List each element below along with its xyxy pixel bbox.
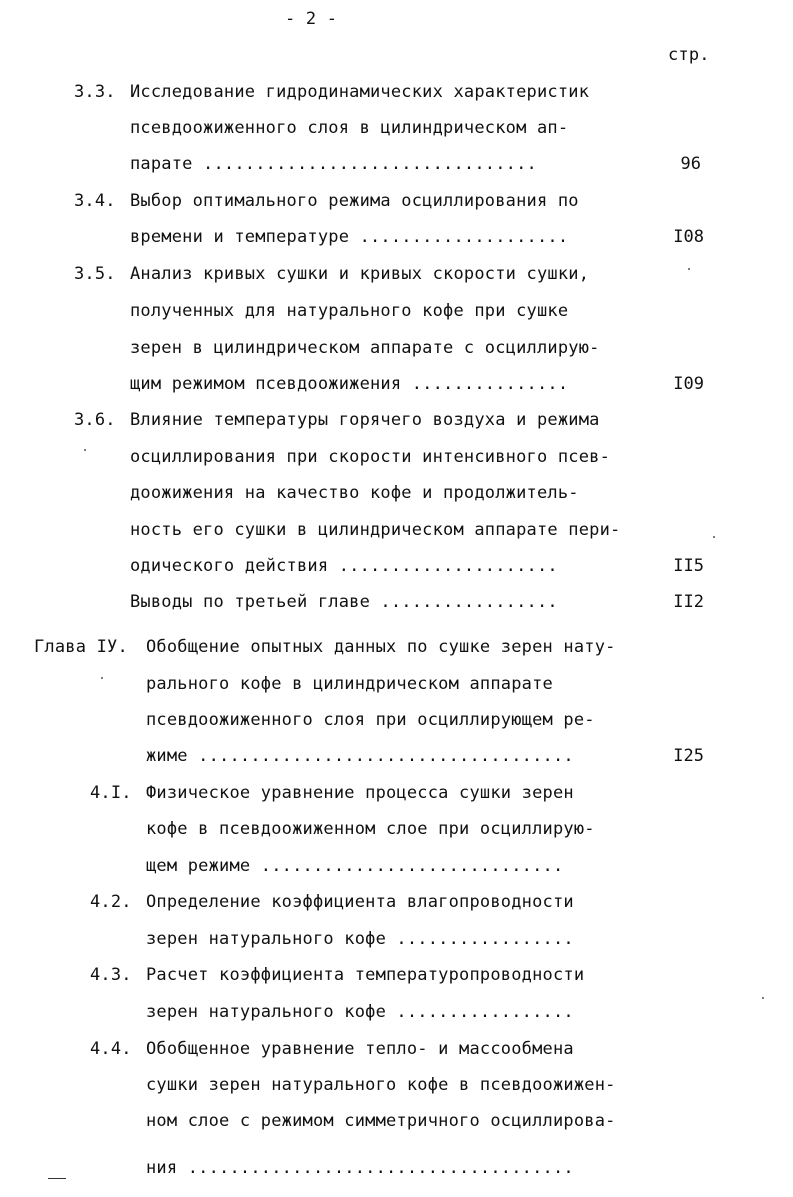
entry-number: 4.2.	[90, 892, 132, 912]
entry-line: жиме ....................................	[146, 746, 574, 766]
entry-number: 3.4.	[74, 191, 116, 211]
scan-speck	[713, 536, 715, 538]
entry-line: кофе в псевдоожиженном слое при осциллирую-	[146, 819, 595, 839]
entry-page: I25	[673, 746, 704, 766]
entry-line: доожижения на качество кофе и продолжитель-	[130, 483, 579, 503]
entry-line: ния .....................................	[146, 1158, 574, 1178]
entry-page: 96	[680, 154, 701, 174]
entry-line: Исследование гидродинамических характеристик	[130, 82, 590, 102]
entry-line: щим режимом псевдоожижения ...............	[130, 374, 569, 394]
entry-line: одического действия .....................	[130, 556, 558, 576]
entry-line: рального кофе в цилиндрическом аппарате	[146, 674, 553, 694]
entry-line: ном слое с режимом симметричного осциллирова-	[146, 1111, 616, 1131]
column-header-pages: стр.	[668, 45, 710, 65]
scan-speck	[688, 268, 690, 270]
entry-line: Анализ кривых сушки и кривых скорости сушки,	[130, 264, 590, 284]
entry-line: Расчет коэффициента температуропроводности	[146, 965, 585, 985]
scan-mark	[48, 1178, 66, 1179]
entry-page: I08	[673, 227, 704, 247]
entry-page: I09	[673, 374, 704, 394]
entry-line: зерен натурального кофе .................	[146, 929, 574, 949]
scan-speck	[101, 677, 103, 679]
entry-line: зерен в цилиндрическом аппарате с осциллирую-	[130, 338, 600, 358]
entry-line: Выбор оптимального режима осциллирования по	[130, 191, 579, 211]
entry-line: времени и температуре ....................	[130, 227, 569, 247]
entry-line: сушки зерен натурального кофе в псевдоожижен-	[146, 1075, 616, 1095]
entry-line: Обобщенное уравнение тепло- и массообмена	[146, 1039, 574, 1059]
entry-line: ность его сушки в цилиндрическом аппарате пери-	[130, 520, 621, 540]
entry-line: осциллирования при скорости интенсивного псев-	[130, 447, 611, 467]
entry-number: 3.5.	[74, 264, 116, 284]
page-number: - 2 -	[285, 9, 338, 29]
entry-line: псевдоожиженного слоя при осциллирующем ре-	[146, 710, 595, 730]
entry-number: 3.6.	[74, 410, 116, 430]
entry-line: псевдоожиженного слоя в цилиндрическом ап-	[130, 118, 569, 138]
entry-line: Выводы по третьей главе .................	[130, 592, 558, 612]
entry-line: парате ................................	[130, 154, 537, 174]
entry-number: 4.3.	[90, 965, 132, 985]
chapter-number: Глава IУ.	[34, 637, 128, 657]
entry-line: Физическое уравнение процесса сушки зерен	[146, 783, 574, 803]
entry-line: щем режиме .............................	[146, 856, 564, 876]
entry-line: Определение коэффициента влагопроводности	[146, 892, 574, 912]
entry-line: полученных для натурального кофе при сушке	[130, 301, 569, 321]
entry-page: II5	[673, 556, 704, 576]
entry-page: II2	[673, 592, 704, 612]
entry-line: Влияние температуры горячего воздуха и режима	[130, 410, 600, 430]
scan-speck	[762, 997, 764, 999]
scan-speck	[84, 449, 86, 451]
entry-number: 4.I.	[90, 783, 132, 803]
entry-number: 4.4.	[90, 1039, 132, 1059]
entry-line: зерен натурального кофе .................	[146, 1002, 574, 1022]
entry-line: Обобщение опытных данных по сушке зерен нату-	[146, 637, 616, 657]
entry-number: 3.3.	[74, 82, 116, 102]
